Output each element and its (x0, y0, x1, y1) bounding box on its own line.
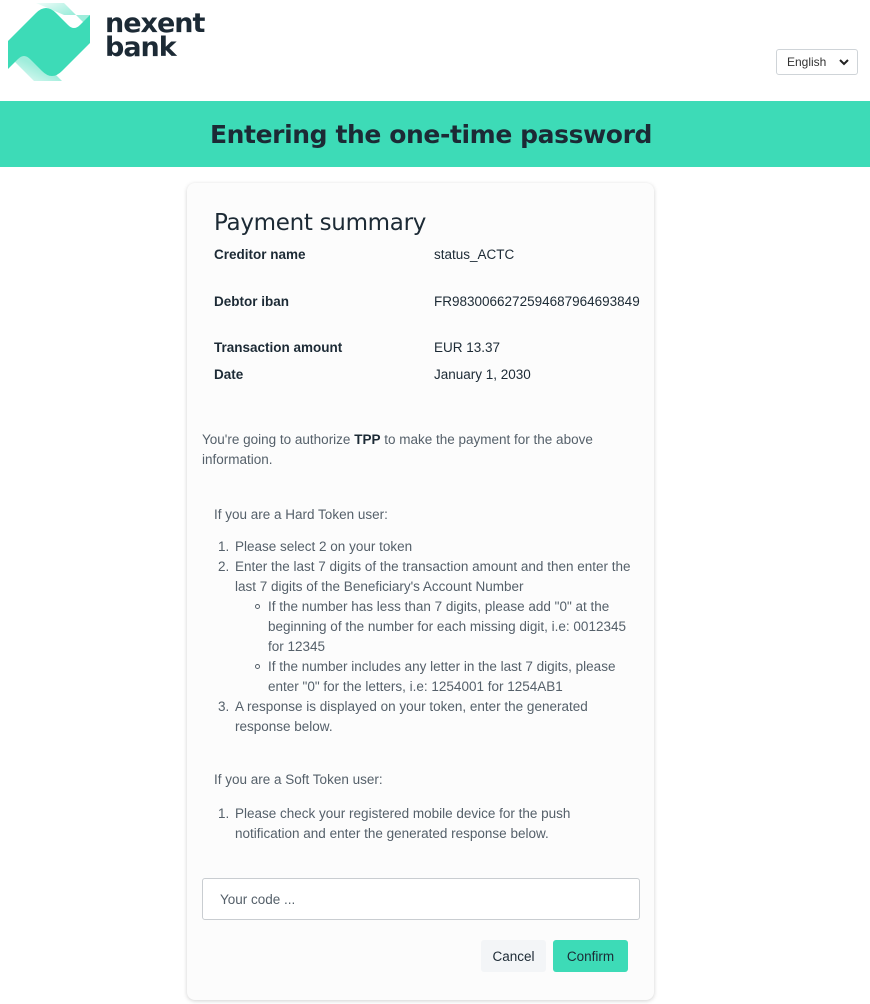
soft-token-steps (218, 804, 638, 844)
substep-text: If the number has less than 7 digits, please add "0" at the beginning of the number for each missing digit, i.e: 0012345 for 12345 (268, 599, 626, 654)
list-item (218, 804, 638, 844)
summary-value: January 1, 2030 (434, 367, 531, 382)
payment-summary-title: Payment summary (214, 210, 427, 236)
step-text: A response is displayed on your token, enter the generated response below. (235, 699, 588, 734)
step-number: 2. (218, 559, 230, 574)
nexent-bank-logo (6, 2, 206, 82)
bullet-icon (255, 664, 260, 669)
payment-card (187, 183, 654, 1000)
summary-label: Transaction amount (214, 340, 343, 355)
step-text: Please select 2 on your token (235, 539, 413, 554)
list-item (218, 537, 638, 557)
brand-name (105, 8, 205, 63)
logo-mark-icon (6, 3, 92, 81)
otp-code-input[interactable] (202, 878, 640, 920)
step-text: Please check your registered mobile device for the push notification and enter the generated response below. (235, 806, 571, 841)
step-text: Enter the last 7 digits of the transaction amount and then enter the last 7 digits of the Beneficiary's Account Number (235, 559, 631, 594)
summary-value: EUR 13.37 (434, 340, 501, 355)
authorization-notice (202, 430, 622, 470)
list-item (218, 557, 638, 697)
cancel-button[interactable]: Cancel (481, 940, 546, 972)
summary-label: Debtor iban (214, 294, 290, 309)
step-number: 1. (218, 806, 230, 821)
brand-name-line1: nexent (105, 8, 205, 39)
step-number: 1. (218, 539, 230, 554)
list-item (251, 597, 638, 657)
hard-token-steps (218, 537, 638, 737)
summary-label: Date (214, 367, 244, 382)
hard-token-substeps (235, 597, 638, 697)
intro-text-end: to make the payment for the above information. (202, 432, 593, 467)
brand-name-line2: bank (105, 32, 176, 63)
list-item (251, 657, 638, 697)
confirm-button[interactable]: Confirm (553, 940, 628, 972)
intro-text-start: You're going to authorize (202, 432, 355, 447)
bullet-icon (255, 604, 260, 609)
summary-value: status_ACTC (434, 247, 515, 262)
hard-token-title: If you are a Hard Token user: (214, 507, 388, 522)
summary-label: Creditor name (214, 247, 306, 262)
list-item (218, 697, 638, 737)
step-number: 3. (218, 699, 230, 714)
tpp-name: TPP (354, 432, 381, 447)
chevron-down-icon (837, 55, 851, 69)
substep-text: If the number includes any letter in the last 7 digits, please enter "0" for the letters, i.e: 1254001 for 1254AB1 (268, 659, 616, 694)
language-select-value: English (787, 55, 827, 69)
summary-value: FR9830066272594687964693849 (434, 294, 640, 309)
page-banner (0, 101, 870, 167)
language-select[interactable] (776, 49, 858, 75)
soft-token-title: If you are a Soft Token user: (214, 772, 383, 787)
page-title: Entering the one-time password (209, 119, 653, 149)
